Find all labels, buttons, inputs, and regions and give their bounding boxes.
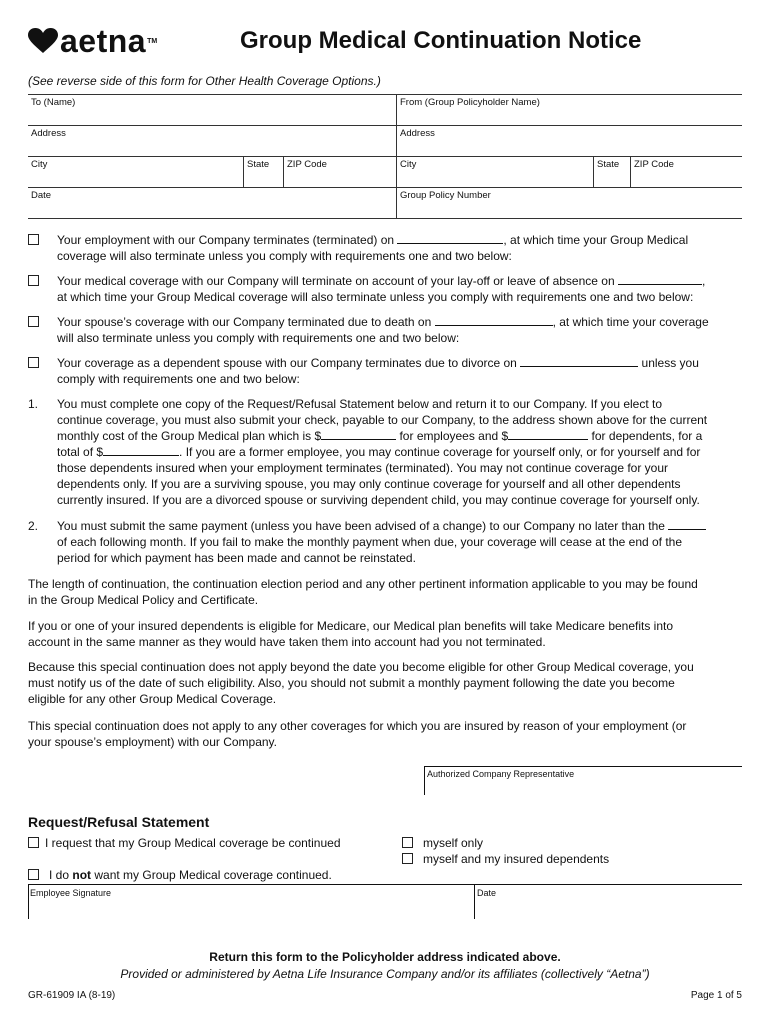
paragraph-other-coverages (28, 718, 744, 750)
from-field[interactable]: From (Group Policyholder Name) (400, 97, 540, 108)
condition-text: , (701, 274, 706, 288)
paragraph-text: account in the same manner as they would have taken them into account had you not terminated. (28, 635, 546, 649)
condition-text: will also terminate unless you comply with requirements one and two below: (57, 331, 460, 345)
requirement-text: continue coverage, you must also submit your check, payable to our Company, to the address shown above for the current (57, 413, 708, 427)
request-refusal-title: Request/Refusal Statement (28, 814, 210, 830)
option-label: want my Group Medical coverage continued. (91, 868, 332, 882)
condition-text: , at which time your coverage (552, 315, 709, 329)
condition-text: Your coverage as a dependent spouse with our Company terminates due to divorce on (57, 356, 521, 370)
option-myself-dependents (402, 851, 609, 867)
condition-text: at which time your Group Medical coverage will also terminate unless you comply with requirements one and two below: (57, 290, 694, 304)
return-instruction: Return this form to the Policyholder address indicated above. (209, 950, 561, 964)
condition-layoff (28, 273, 744, 305)
paragraph-text: in the Group Medical Policy and Certificate. (28, 593, 259, 607)
paragraph-text: your spouse’s employment) with our Company. (28, 735, 277, 749)
zip-right-field[interactable]: ZIP Code (630, 157, 743, 187)
heart-icon (28, 28, 58, 54)
option-refuse (28, 867, 332, 883)
requirement-text: You must submit the same payment (unless you have been advised of a change) to our Company no later than the (57, 519, 669, 533)
zip-left-field[interactable]: ZIP Code (283, 157, 396, 187)
employee-cost-blank[interactable] (321, 428, 396, 440)
option-continue (28, 835, 341, 851)
condition-employment-terminates (28, 232, 744, 264)
date-blank[interactable] (435, 314, 553, 326)
employee-signature-line[interactable] (28, 884, 742, 885)
requirement-number: 2. (28, 519, 39, 533)
address-grid (28, 94, 742, 219)
date-field[interactable]: Date (31, 190, 52, 201)
paragraph-text: Because this special continuation does not apply beyond the date you become eligible for other Group Medical coverage, you (28, 660, 694, 674)
city-right-field[interactable]: City (400, 159, 417, 170)
condition-text: comply with requirements one and two below: (57, 372, 300, 386)
condition-divorce (28, 355, 744, 387)
paragraph-text: If you or one of your insured dependents is eligible for Medicare, our Medical plan benefits will take Medicare benefits into (28, 619, 674, 633)
trademark-mark: TM (147, 37, 158, 45)
divider (28, 885, 29, 919)
requirement-text: those dependents insured when your employment terminates (terminated). You may not continue coverage for your (57, 461, 669, 475)
checkbox[interactable] (28, 316, 39, 327)
address-right-field[interactable]: Address (400, 128, 435, 139)
paragraph-medicare (28, 618, 744, 650)
logo-wordmark: aetna (60, 23, 147, 59)
requirement-text: dependents only. If you are a surviving spouse, you may only continue coverage for yourself and all other dependents (57, 477, 681, 491)
condition-text: Your medical coverage with our Company will terminate on account of your lay-off or leave of absence on (57, 274, 618, 288)
requirement-number: 1. (28, 397, 39, 411)
subtitle: (See reverse side of this form for Other Health Coverage Options.) (28, 74, 381, 88)
condition-text: unless you (638, 356, 699, 370)
authorized-rep-signature-line[interactable] (424, 766, 742, 767)
requirement-2 (28, 518, 744, 566)
myself-only-checkbox[interactable] (402, 837, 413, 848)
provider-disclaimer: Provided or administered by Aetna Life Insurance Company and/or its affiliates (collectively “Aetna”) (120, 967, 650, 981)
total-cost-blank[interactable] (103, 444, 179, 456)
condition-text: Your spouse’s coverage with our Company terminated due to death on (57, 315, 435, 329)
page-number: Page 1 of 5 (690, 990, 742, 1001)
paragraph-text: must notify us of the date of such eligibility. Also, you should not submit a monthly payment following the date you become (28, 676, 675, 690)
date-blank[interactable] (520, 355, 638, 367)
employee-signature-label: Employee Signature (30, 888, 112, 898)
paragraph-continuation-length (28, 576, 744, 608)
requirement-text: period for which payment has been made and cannot be reinstated. (57, 551, 416, 565)
form-code: GR-61909 IA (8-19) (28, 990, 116, 1001)
requirement-text: currently insured. If you are a divorced spouse or surviving dependent child, you may continue coverage for yourself only. (57, 493, 700, 507)
requirement-text: total of $ (57, 445, 104, 459)
due-day-blank[interactable] (668, 518, 706, 530)
checkbox[interactable] (28, 234, 39, 245)
requirement-text: . If you are a former employee, you may continue coverage for yourself only, or for yourself and for (179, 445, 701, 459)
option-label: myself only (423, 836, 484, 850)
requirement-1 (28, 396, 744, 508)
paragraph-text: The length of continuation, the continuation election period and any other pertinent information applicable to you may be found (28, 577, 698, 591)
paragraph-eligibility (28, 659, 744, 707)
aetna-logo (28, 24, 157, 58)
requirement-text: monthly cost of the Group Medical plan which is $ (57, 429, 322, 443)
page-title: Group Medical Continuation Notice (240, 27, 642, 54)
paragraph-text: eligible for any other Group Medical Coverage. (28, 692, 277, 706)
date-blank[interactable] (618, 273, 702, 285)
option-label: I request that my Group Medical coverage be continued (45, 836, 341, 850)
paragraph-text: This special continuation does not apply to any other coverages for which you are insured by reason of your employment (or (28, 719, 687, 733)
checkbox[interactable] (28, 275, 39, 286)
to-name-field[interactable]: To (Name) (31, 97, 76, 108)
requirement-text: You must complete one copy of the Request/Refusal Statement below and return it to our Company. If you elect to (57, 397, 663, 411)
condition-text: coverage will also terminate unless you comply with requirements one and two below: (57, 249, 512, 263)
state-right-field[interactable]: State (593, 157, 630, 187)
option-myself-only (402, 835, 483, 851)
option-label: myself and my insured dependents (423, 852, 610, 866)
option-label-emphasis: not (72, 868, 92, 882)
requirement-text: of each following month. If you fail to make the monthly payment when due, your coverage will cease at the end of the (57, 535, 683, 549)
continue-checkbox[interactable] (28, 837, 39, 848)
checkbox[interactable] (28, 357, 39, 368)
address-left-field[interactable]: Address (31, 128, 66, 139)
dependent-cost-blank[interactable] (508, 428, 588, 440)
authorized-rep-label: Authorized Company Representative (427, 769, 575, 779)
signature-date-label: Date (477, 888, 497, 898)
divider (474, 885, 475, 919)
option-label: I do (49, 868, 73, 882)
condition-spouse-death (28, 314, 744, 346)
divider (424, 767, 425, 795)
myself-dependents-checkbox[interactable] (402, 853, 413, 864)
requirement-text: for employees and $ (396, 429, 509, 443)
group-policy-number-field[interactable]: Group Policy Number (400, 190, 491, 201)
date-blank[interactable] (397, 232, 503, 244)
condition-text: Your employment with our Company terminates (terminated) on (57, 233, 398, 247)
state-left-field[interactable]: State (243, 157, 283, 187)
city-left-field[interactable]: City (31, 159, 48, 170)
refuse-checkbox[interactable] (28, 869, 39, 880)
requirement-text: for dependents, for a (588, 429, 703, 443)
condition-text: , at which time your Group Medical (503, 233, 689, 247)
